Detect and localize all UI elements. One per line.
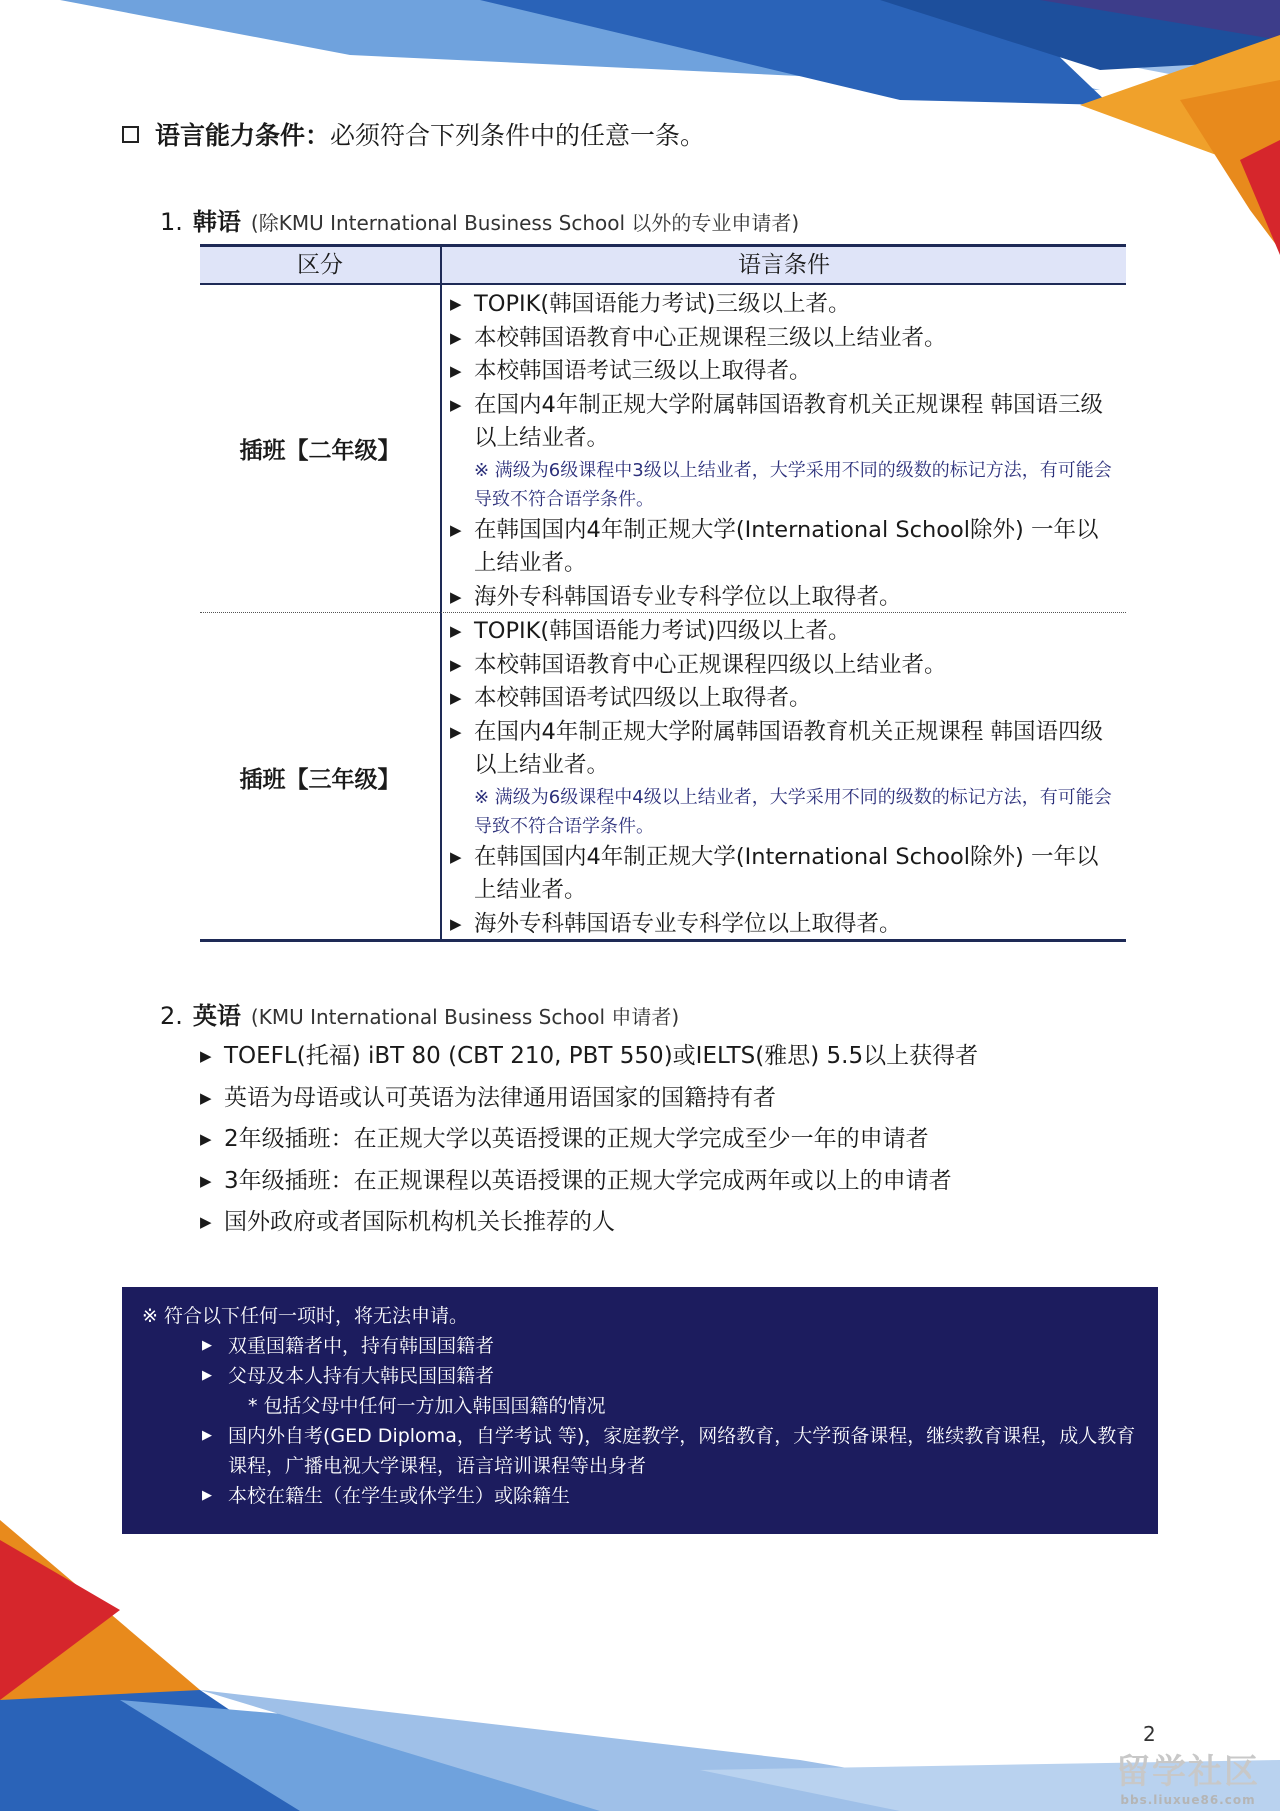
triangle-bullet-icon: ▶ bbox=[200, 1171, 212, 1190]
triangle-bullet-icon: ▶ bbox=[450, 295, 462, 313]
list-item: ▶ 海外专科韩国语专业专科学位以上取得者。 bbox=[448, 581, 1118, 615]
triangle-bullet-icon: ▶ bbox=[200, 1088, 212, 1107]
second-year-conditions bbox=[448, 288, 1118, 614]
triangle-bullet-icon: ▶ bbox=[450, 622, 462, 640]
list-item: ▶ 海外专科韩国语专业专科学位以上取得者。 bbox=[448, 908, 1118, 942]
section-note: (KMU International Business School 申请者) bbox=[250, 1005, 680, 1029]
remark-note: ※ 满级为6级课程中4级以上结业者，大学采用不同的级数的标记方法，有可能会导致不符合语学条件。 bbox=[474, 786, 1112, 837]
triangle-bullet-icon: ▶ bbox=[450, 722, 462, 741]
triangle-bullet-icon: ▶ bbox=[450, 395, 462, 414]
triangle-bullet-icon: ▶ bbox=[450, 328, 462, 347]
watermark-url: bbs.liuxue86.com bbox=[1120, 1793, 1256, 1807]
table-column-divider bbox=[440, 247, 442, 942]
list-item: ▶ 在韩国国内4年制正规大学(International School除外) 一年以上结业者。 bbox=[448, 514, 1118, 581]
list-item: ▶ 本校韩国语教育中心正规课程三级以上结业者。 bbox=[448, 322, 1118, 356]
list-item: ▶ 父母及本人持有大韩民国国籍者 bbox=[142, 1361, 1138, 1391]
language-requirements-heading bbox=[122, 116, 705, 152]
triangle-bullet-icon: ▶ bbox=[200, 1047, 212, 1065]
list-item: ▶ 英语为母语或认可英语为法律通用语国家的国籍持有者 bbox=[196, 1078, 978, 1120]
list-item: ▶ TOPIK(韩国语能力考试)四级以上者。 bbox=[448, 615, 1118, 649]
list-item: ▶ 在韩国国内4年制正规大学(International School除外) 一年以上结业者。 bbox=[448, 841, 1118, 908]
list-item: ▶ 国内外自考(GED Diploma，自学考试 等)，家庭教学，网络教育，大学预备课程，继续教育课程，成人教育课程，广播电视大学课程，语言培训课程等出身者 bbox=[142, 1421, 1138, 1481]
watermark-logo bbox=[1108, 1744, 1268, 1807]
checkbox-square-icon bbox=[122, 126, 139, 143]
notice-sub-note: * 包括父母中任何一方加入韩国国籍的情况 bbox=[248, 1395, 606, 1417]
triangle-bullet-icon: ▶ bbox=[202, 1488, 212, 1503]
list-item: ▶ 本校韩国语教育中心正规课程四级以上结业者。 bbox=[448, 649, 1118, 683]
triangle-bullet-icon: ▶ bbox=[202, 1338, 212, 1353]
page-number: 2 bbox=[1143, 1722, 1156, 1746]
triangle-bullet-icon: ▶ bbox=[450, 520, 462, 539]
triangle-bullet-icon: ▶ bbox=[450, 587, 462, 606]
english-requirements-list bbox=[196, 1036, 978, 1244]
list-item: ▶ 本校在籍生（在学生或休学生）或除籍生 bbox=[142, 1481, 1138, 1511]
table-header bbox=[200, 247, 1126, 285]
list-item: ▶ TOPIK(韩国语能力考试)三级以上者。 bbox=[448, 288, 1118, 322]
triangle-bullet-icon: ▶ bbox=[200, 1213, 212, 1231]
triangle-bullet-icon: ▶ bbox=[200, 1130, 212, 1148]
list-item: ▶ 本校韩国语考试三级以上取得者。 bbox=[448, 355, 1118, 389]
notice-list bbox=[142, 1331, 1138, 1511]
list-item: ▶ TOEFL(托福) iBT 80 (CBT 210, PBT 550)或IELTS(雅思) 5.5以上获得者 bbox=[196, 1036, 978, 1078]
section-english-title bbox=[160, 996, 679, 1031]
row-label-third-year: 插班【三年级】 bbox=[239, 767, 401, 793]
column-header-category: 区分 bbox=[297, 252, 343, 278]
triangle-bullet-icon: ▶ bbox=[450, 914, 462, 933]
notice-title: ※ 符合以下任何一项时，将无法申请。 bbox=[142, 1305, 468, 1327]
list-item: ▶ 国外政府或者国际机构机关长推荐的人 bbox=[196, 1202, 978, 1244]
triangle-bullet-icon: ▶ bbox=[450, 847, 462, 866]
section-name: 英语 bbox=[192, 1002, 241, 1030]
row-label-second-year: 插班【二年级】 bbox=[239, 438, 401, 464]
remark-note: ※ 满级为6级课程中3级以上结业者，大学采用不同的级数的标记方法，有可能会导致不符合语学条件。 bbox=[474, 459, 1112, 510]
heading-label: 语言能力条件： bbox=[155, 121, 331, 150]
section-number: 1. bbox=[160, 208, 183, 236]
heading-text: 必须符合下列条件中的任意一条。 bbox=[330, 121, 706, 150]
list-item: ▶ 在国内4年制正规大学附属韩国语教育机关正规课程 韩国语四级以上结业者。 bbox=[448, 716, 1118, 783]
triangle-bullet-icon: ▶ bbox=[450, 655, 462, 674]
section-name: 韩语 bbox=[192, 208, 241, 236]
triangle-bullet-icon: ▶ bbox=[450, 689, 462, 707]
triangle-bullet-icon: ▶ bbox=[202, 1428, 212, 1443]
list-item: ▶ 2年级插班：在正规大学以英语授课的正规大学完成至少一年的申请者 bbox=[196, 1119, 978, 1161]
triangle-bullet-icon: ▶ bbox=[450, 362, 462, 380]
list-item: ▶ 在国内4年制正规大学附属韩国语教育机关正规课程 韩国语三级以上结业者。 bbox=[448, 389, 1118, 456]
column-header-condition: 语言条件 bbox=[738, 252, 830, 278]
list-item: ▶ 双重国籍者中，持有韩国国籍者 bbox=[142, 1331, 1138, 1361]
watermark-text: 留学社区 bbox=[1116, 1752, 1260, 1792]
list-item: ▶ 本校韩国语考试四级以上取得者。 bbox=[448, 682, 1118, 716]
third-year-conditions bbox=[448, 615, 1118, 941]
list-item: ▶ 3年级插班：在正规课程以英语授课的正规大学完成两年或以上的申请者 bbox=[196, 1161, 978, 1203]
section-korean-title bbox=[160, 202, 799, 237]
korean-requirements-table bbox=[200, 244, 1126, 942]
section-note: (除KMU International Business School 以外的专业申请者) bbox=[250, 211, 800, 235]
section-number: 2. bbox=[160, 1002, 183, 1030]
ineligibility-notice-box bbox=[122, 1287, 1158, 1534]
triangle-bullet-icon: ▶ bbox=[202, 1368, 212, 1383]
